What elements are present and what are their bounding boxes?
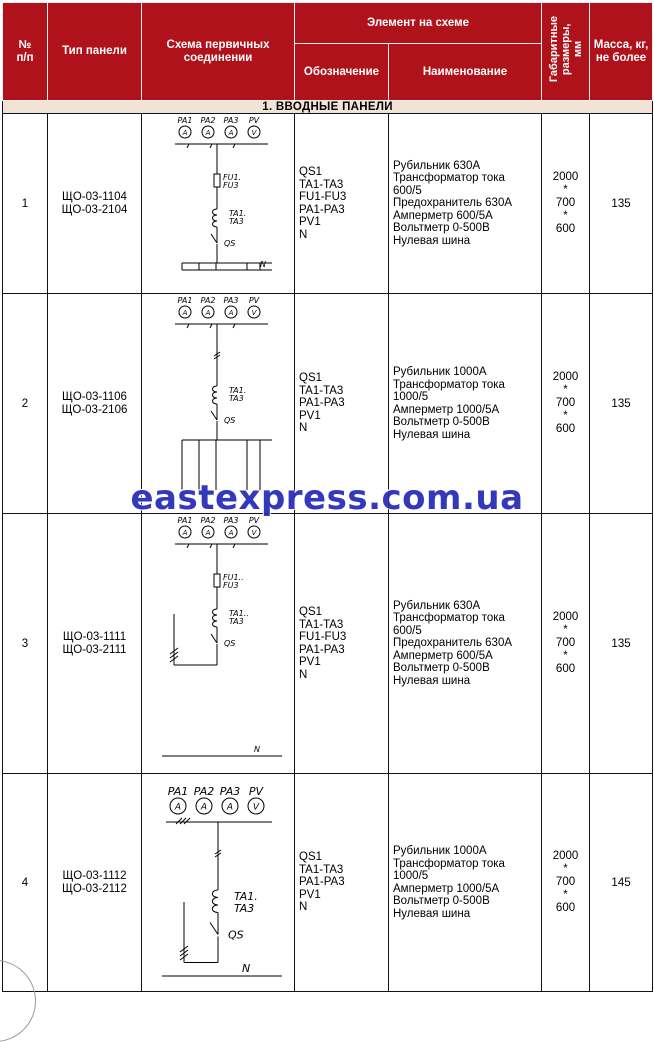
- dimension-line: 700: [555, 397, 576, 409]
- section-title: 1. ВВОДНЫЕ ПАНЕЛИ: [3, 101, 653, 114]
- name-line: Трансформатор тока: [393, 857, 505, 870]
- scheme-drawing: [175, 306, 272, 490]
- meter-label: PA3: [223, 296, 239, 305]
- fuse-symbol: [214, 174, 220, 187]
- designation-line: PV1: [299, 216, 321, 228]
- fuse-label: FU1..: [223, 573, 244, 582]
- scheme-drawing: [175, 126, 272, 270]
- scheme-diagram: [142, 114, 294, 292]
- designation-line: PV1: [299, 409, 321, 422]
- name-line: Нулевая шина: [393, 907, 471, 920]
- meter-symbol: A: [182, 129, 188, 137]
- name-line: Нулевая шина: [393, 674, 471, 687]
- designation-cell: [295, 774, 389, 992]
- table-row: [3, 514, 653, 774]
- panel-type-line: ЩО-03-2111: [62, 643, 127, 656]
- ta-label: TA3: [229, 217, 244, 226]
- panel-type-line: ЩО-03-2106: [61, 403, 128, 416]
- meter-symbol: V: [251, 309, 257, 317]
- designation-line: N: [299, 228, 308, 241]
- meter-label: PA2: [200, 296, 216, 305]
- meter-symbol: V: [252, 802, 260, 813]
- switch-symbol: [210, 923, 218, 935]
- meter-symbol: A: [205, 529, 211, 537]
- dimension-line: *: [563, 384, 568, 396]
- meter-label: PA1: [177, 516, 193, 525]
- header-element: Элемент на схеме: [295, 3, 542, 44]
- meter-label: PV: [248, 296, 260, 305]
- designation-line: TA1-TA3: [299, 618, 344, 631]
- panel-type-line: ЩО-03-1104: [62, 190, 127, 203]
- name-line: Вольтметр 0-500В: [393, 416, 490, 428]
- name-line: Рубильник 1000А: [393, 845, 487, 857]
- meter-label: PV: [248, 116, 260, 125]
- dimension-line: 2000: [552, 371, 579, 383]
- mass-cell: 135: [590, 114, 653, 294]
- name-line: Предохранитель 630А: [393, 197, 513, 210]
- current-transformer-symbol: [213, 609, 218, 627]
- meter-symbol: A: [205, 129, 211, 137]
- meter-label: PA1: [177, 116, 193, 125]
- name-line: 1000/5: [393, 870, 429, 882]
- scheme-cell: [142, 774, 295, 992]
- dimension-line: 700: [555, 197, 576, 209]
- scheme-cell: [142, 514, 295, 774]
- n-label: N: [254, 745, 260, 754]
- meter-symbol: A: [228, 129, 234, 137]
- mass-cell: 145: [590, 774, 653, 992]
- switch-symbol: [211, 411, 217, 420]
- qs-label: QS: [224, 639, 236, 648]
- meter-symbol: A: [200, 802, 208, 813]
- mass-cell: 135: [590, 294, 653, 514]
- table-row: [3, 774, 653, 992]
- name-line: Нулевая шина: [393, 234, 471, 247]
- dimension-line: 700: [555, 637, 576, 649]
- n-label: N: [242, 962, 251, 975]
- name-line: Трансформатор тока: [393, 172, 505, 185]
- ta-label: TA1..: [229, 609, 249, 618]
- fuse-symbol: [214, 574, 220, 587]
- row-number: 3: [3, 514, 48, 774]
- designation-line: PA1-PA3: [299, 643, 345, 656]
- designation-line: PA1-PA3: [299, 397, 345, 410]
- panel-type-line: ЩО-03-2104: [61, 203, 128, 216]
- dimension-line: *: [563, 863, 568, 875]
- meter-symbol: A: [226, 802, 234, 813]
- panel-type: [48, 774, 142, 992]
- name-line: Амперметр 1000/5А: [393, 403, 500, 416]
- panel-type-line: ЩО-03-1106: [62, 390, 127, 403]
- dimension-line: 2000: [552, 171, 579, 183]
- switch-symbol: [211, 634, 217, 643]
- name-line: 600/5: [393, 624, 422, 637]
- meter-label: PA3: [223, 516, 239, 525]
- ta-label: TA3: [229, 394, 244, 403]
- header-scheme: Схема первичных соединении: [142, 3, 295, 101]
- watermark: eastexpress.com.ua: [130, 478, 524, 518]
- designation-cell: [295, 114, 389, 294]
- meter-label: PA1: [177, 296, 193, 305]
- dimensions-cell: [542, 114, 590, 294]
- name-line: Трансформатор тока: [393, 378, 505, 391]
- name-line: Рубильник 1000А: [393, 366, 487, 378]
- name-cell: [389, 114, 542, 294]
- meter-symbol: A: [228, 529, 234, 537]
- ta-label: TA3: [229, 617, 244, 626]
- dimension-line: 600: [555, 423, 576, 435]
- ta-label: TA1.: [234, 890, 258, 903]
- scheme-drawing: [162, 798, 282, 976]
- ta-label: TA1.: [229, 209, 247, 218]
- meter-symbol: A: [182, 529, 188, 537]
- name-line: Вольтметр 0-500В: [393, 222, 490, 235]
- dimension-line: *: [563, 184, 568, 196]
- name-line: Трансформатор тока: [393, 612, 505, 625]
- name-line: Вольтметр 0-500В: [393, 895, 490, 907]
- panel-type-line: ЩО-03-1111: [62, 630, 127, 643]
- ta-label: TA1.: [229, 386, 247, 395]
- name-line: Амперметр 600/5А: [393, 649, 493, 662]
- designation-line: TA1-TA3: [299, 384, 344, 397]
- scheme-diagram: [142, 514, 294, 772]
- designation-line: PV1: [299, 656, 321, 668]
- name-line: Нулевая шина: [393, 428, 471, 441]
- scheme-diagram: [142, 774, 294, 990]
- designation-line: QS1: [299, 851, 323, 864]
- ta-label: TA3: [234, 902, 255, 915]
- current-transformer-symbol: [212, 890, 218, 913]
- row-number: 2: [3, 294, 48, 514]
- panel-type-line: ЩО-03-1112: [62, 869, 127, 882]
- dimension-line: *: [563, 889, 568, 901]
- meter-label: PV: [248, 785, 264, 798]
- dimension-line: *: [563, 650, 568, 662]
- meter-symbol: A: [182, 309, 188, 317]
- current-transformer-symbol: [213, 209, 218, 227]
- table-row: [3, 114, 653, 294]
- dimensions-cell: [542, 774, 590, 992]
- dimension-line: 700: [555, 876, 576, 888]
- name-line: Предохранитель 630А: [393, 637, 513, 650]
- name-line: Амперметр 1000/5А: [393, 882, 500, 895]
- dimension-line: 600: [555, 223, 576, 235]
- dimensions-cell: [542, 514, 590, 774]
- mass-cell: 135: [590, 514, 653, 774]
- designation-line: FU1-FU3: [299, 631, 347, 643]
- current-transformer-symbol: [213, 386, 218, 404]
- qs-label: QS: [224, 239, 236, 248]
- meter-symbol: A: [205, 309, 211, 317]
- fuse-label: FU1.: [223, 173, 242, 182]
- name-cell: [389, 514, 542, 774]
- meter-symbol: V: [251, 129, 257, 137]
- dimension-line: *: [563, 624, 568, 636]
- meter-label: PA3: [223, 116, 239, 125]
- name-line: 600/5: [393, 184, 422, 197]
- name-line: Рубильник 630А: [393, 599, 481, 612]
- qs-label: QS: [224, 416, 236, 425]
- designation-line: QS1: [299, 166, 323, 178]
- meter-symbol: V: [251, 529, 257, 537]
- designation-cell: [295, 514, 389, 774]
- name-cell: [389, 774, 542, 992]
- panel-type: [48, 514, 142, 774]
- designation-line: FU1-FU3: [299, 191, 347, 203]
- header-name: Наименование: [389, 44, 542, 101]
- meter-symbol: A: [228, 309, 234, 317]
- designation-line: N: [299, 422, 308, 435]
- designation-line: TA1-TA3: [299, 863, 344, 876]
- section-row: [3, 101, 653, 114]
- panel-type: [48, 114, 142, 294]
- header-panel-type: Тип панели: [48, 3, 142, 101]
- designation-line: N: [299, 901, 308, 914]
- dimension-line: *: [563, 410, 568, 422]
- meter-label: PA2: [193, 785, 215, 798]
- meter-label: PV: [248, 516, 260, 525]
- designation-line: TA1-TA3: [299, 178, 344, 191]
- designation-line: N: [299, 668, 308, 681]
- fuse-label: FU3: [223, 181, 239, 190]
- dimension-line: 2000: [552, 850, 579, 862]
- header-dimensions: Габаритные размеры, мм: [542, 3, 590, 101]
- qs-label: QS: [228, 928, 244, 942]
- name-line: Рубильник 630А: [393, 159, 481, 172]
- panel-type-line: ЩО-03-2112: [62, 882, 127, 895]
- header-num: № п/п: [3, 3, 48, 101]
- name-line: Вольтметр 0-500В: [393, 662, 490, 675]
- dimension-line: 2000: [552, 611, 579, 623]
- designation-line: QS1: [299, 372, 323, 385]
- designation-line: QS1: [299, 606, 323, 618]
- row-number: 4: [3, 774, 48, 992]
- designation-line: PA1-PA3: [299, 203, 345, 216]
- designation-line: PA1-PA3: [299, 876, 345, 889]
- designation-line: PV1: [299, 888, 321, 901]
- header-designation: Обозначение: [295, 44, 389, 101]
- scheme-cell: [142, 114, 295, 294]
- fuse-label: FU3: [223, 581, 239, 590]
- header-mass: Масса, кг, не более: [590, 3, 653, 101]
- name-line: Амперметр 600/5А: [393, 209, 493, 222]
- dimension-line: 600: [555, 663, 576, 675]
- row-number: 1: [3, 114, 48, 294]
- meter-symbol: A: [174, 802, 182, 813]
- meter-label: PA2: [200, 516, 216, 525]
- meter-label: PA1: [167, 785, 189, 798]
- name-line: 1000/5: [393, 391, 429, 403]
- dimension-line: 600: [555, 902, 576, 914]
- switch-symbol: [211, 234, 217, 243]
- meter-label: PA2: [200, 116, 216, 125]
- n-label: N: [260, 260, 266, 269]
- meter-label: PA3: [219, 785, 241, 798]
- dimension-line: *: [563, 210, 568, 222]
- scheme-drawing: [162, 526, 282, 756]
